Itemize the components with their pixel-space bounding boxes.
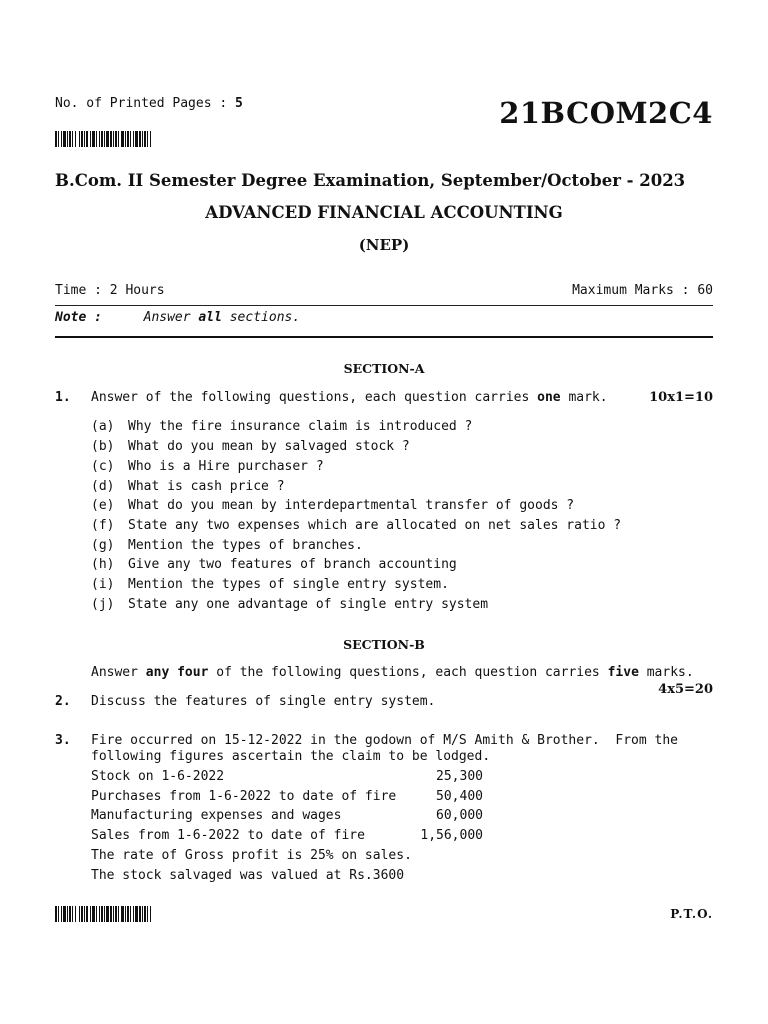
row-label: Purchases from 1-6-2022 to date of fire	[91, 789, 397, 804]
item-label: (a)	[91, 419, 115, 434]
printed-pages-value: 5	[235, 96, 243, 111]
item-label: (h)	[91, 557, 115, 572]
barcode-bottom	[55, 906, 203, 922]
pto: P.T.O.	[670, 907, 713, 921]
table-row	[91, 769, 483, 787]
time-allowed: Time : 2 Hours	[55, 283, 165, 298]
section-b-instruction	[91, 665, 694, 680]
q3-line3: The rate of Gross profit is 25% on sales.	[91, 848, 412, 863]
item-label: (d)	[91, 479, 115, 494]
row-value: 50,400	[436, 789, 483, 804]
row-label: Sales from 1-6-2022 to date of fire	[91, 828, 365, 843]
item-text: Why the fire insurance claim is introduced ?	[128, 419, 473, 434]
table-row	[91, 828, 483, 846]
item-text: Mention the types of branches.	[128, 538, 363, 553]
printed-pages	[55, 96, 243, 111]
barcode-top	[55, 131, 203, 147]
item-label: (g)	[91, 538, 115, 553]
note-pre: Answer	[143, 310, 191, 325]
item-text: State any one advantage of single entry system	[128, 597, 489, 612]
row-label: Manufacturing expenses and wages	[91, 808, 342, 823]
q1-number: 1.	[55, 390, 71, 405]
q1-bold: one	[537, 390, 561, 405]
instr-pre: Answer	[91, 665, 138, 680]
instr-post: marks.	[646, 665, 694, 680]
divider-top	[55, 305, 713, 306]
item-text: What do you mean by salvaged stock ?	[128, 439, 410, 454]
note-post: sections.	[229, 310, 301, 325]
item-label: (j)	[91, 597, 115, 612]
q1-marks: 10x1=10	[649, 390, 713, 405]
divider-note	[55, 336, 713, 338]
q1-pre: Answer of the following questions, each question carries	[91, 390, 530, 405]
q3-line4: The stock salvaged was valued at Rs.3600	[91, 868, 405, 883]
item-label: (b)	[91, 439, 115, 454]
q1-post: mark.	[568, 390, 608, 405]
row-value: 60,000	[436, 808, 483, 823]
q3-line1: Fire occurred on 15-12-2022 in the godown of M/S Amith & Brother. From the	[91, 733, 678, 748]
row-value: 25,300	[436, 769, 483, 784]
row-value: 1,56,000	[420, 828, 483, 843]
q3-line2: following figures ascertain the claim to be lodged.	[91, 749, 491, 764]
item-text: What is cash price ?	[128, 479, 285, 494]
item-text: Mention the types of single entry system.	[128, 577, 449, 592]
item-label: (c)	[91, 459, 115, 474]
table-row	[91, 789, 483, 807]
instr-mid: of the following questions, each question carries	[216, 665, 600, 680]
note-bold: all	[198, 310, 222, 325]
q3-number: 3.	[55, 733, 71, 748]
section-a-title: SECTION-A	[343, 361, 425, 376]
q1-instruction	[91, 390, 608, 405]
printed-pages-label: No. of Printed Pages :	[55, 96, 228, 111]
item-text: State any two expenses which are allocated on net sales ratio ?	[128, 518, 622, 533]
maximum-marks: Maximum Marks : 60	[572, 283, 713, 298]
note	[55, 310, 300, 325]
note-label: Note :	[55, 310, 102, 325]
subject-title: ADVANCED FINANCIAL ACCOUNTING	[205, 203, 563, 222]
q2-number: 2.	[55, 694, 71, 709]
table-row	[91, 808, 483, 826]
q2-text: Discuss the features of single entry system.	[91, 694, 436, 709]
item-text: Give any two features of branch accounting	[128, 557, 457, 572]
item-text: What do you mean by interdepartmental transfer of goods ?	[128, 498, 575, 513]
paper-code: 21BCOM2C4	[499, 96, 713, 130]
item-text: Who is a Hire purchaser ?	[128, 459, 324, 474]
item-label: (f)	[91, 518, 115, 533]
section-b-title: SECTION-B	[343, 637, 425, 652]
exam-title: B.Com. II Semester Degree Examination, September/October - 2023	[55, 171, 686, 190]
scheme: (NEP)	[358, 236, 410, 254]
row-label: Stock on 1-6-2022	[91, 769, 225, 784]
instr-bold-any-four: any four	[145, 665, 209, 680]
instr-bold-five: five	[607, 665, 639, 680]
item-label: (e)	[91, 498, 115, 513]
item-label: (i)	[91, 577, 115, 592]
section-b-marks: 4x5=20	[658, 682, 713, 697]
